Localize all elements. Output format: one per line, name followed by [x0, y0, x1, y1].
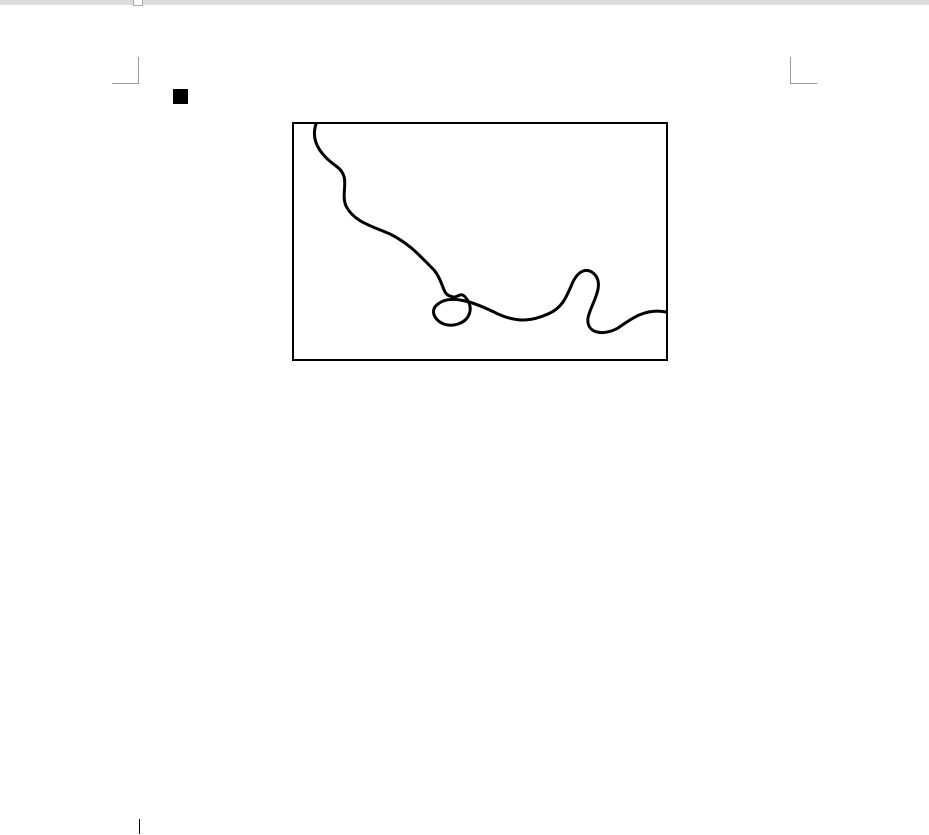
ruler-marker: [133, 0, 143, 6]
figure-frame: [293, 123, 667, 360]
crop-mark-top-left: [112, 57, 139, 84]
figure-1-9-plot: [292, 122, 668, 362]
crop-mark-top-right: [790, 57, 817, 84]
intro-line: [139, 86, 799, 109]
figure-caption: [0, 380, 929, 396]
new-input-square-icon: [173, 89, 188, 104]
text-cursor: [139, 819, 140, 834]
